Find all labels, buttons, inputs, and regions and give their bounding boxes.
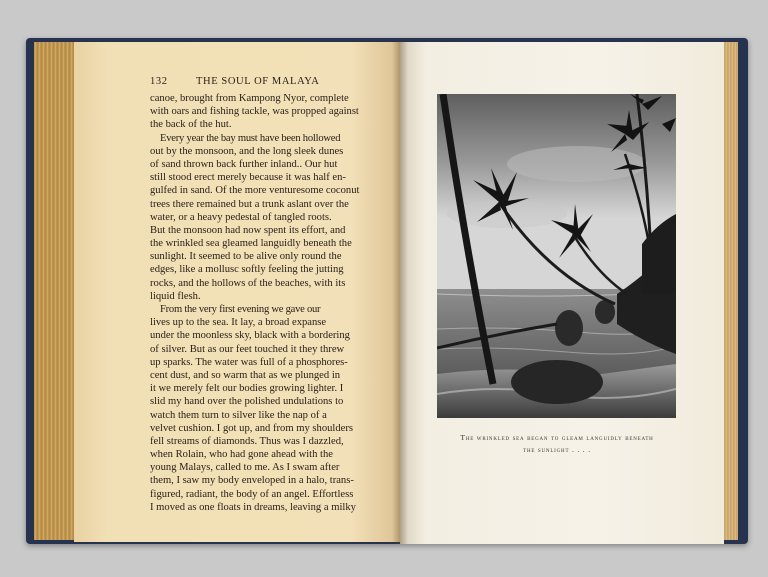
running-head xyxy=(150,76,368,90)
text-line: with oars and fishing tackle, was propped against xyxy=(150,106,359,118)
text-line: cent dust, and so warm that as we plunged in xyxy=(150,369,341,381)
text-line: velvet cushion. I got up, and from my shoulders xyxy=(150,422,354,434)
text-line: rocks, and the hollows of the beaches, with its xyxy=(150,277,346,289)
text-line: liquid flesh. xyxy=(150,290,201,302)
running-title: THE SOUL OF MALAYA xyxy=(196,76,320,87)
book-gutter xyxy=(392,42,408,544)
text-line: figured, radiant, the body of an angel. Effortless xyxy=(150,488,354,500)
text-line: fell streams of diamonds. Thus was I dazzled, xyxy=(150,435,344,447)
page-edges-left xyxy=(34,42,78,540)
text-line: edges, like a mollusc softly feeling the jutting xyxy=(150,264,344,276)
text-line: when Rolain, who had gone ahead with the xyxy=(150,449,333,461)
text-line: the back of the hut. xyxy=(150,119,232,131)
page-number: 132 xyxy=(150,76,168,87)
text-line: it we merely felt our bodies growing lighter. I xyxy=(150,383,344,395)
text-line: the wrinkled sea gleamed languidly beneath the xyxy=(150,238,352,250)
text-line: under the moonless sky, black with a bordering xyxy=(150,330,350,342)
text-line: young Malays, called to me. As I swam after xyxy=(150,462,340,474)
text-line: watch them turn to silver like the nap of a xyxy=(150,409,327,421)
text-line: water, or a heavy pedestal of tangled roots. xyxy=(150,211,332,223)
text-line: of sand thrown back further inland.. Our hut xyxy=(150,158,338,170)
text-line: But the monsoon had now spent its effort, and xyxy=(150,224,346,236)
body-text xyxy=(150,92,368,514)
text-line: sunlight. It seemed to be alive only round the xyxy=(150,251,342,263)
caption-line-1: The wrinkled sea began to gleam languidly beneath xyxy=(460,433,654,442)
text-line: up sparks. The water was full of a phosphores- xyxy=(150,356,348,368)
text-line: out by the monsoon, and the long sleek dunes xyxy=(150,145,344,157)
text-line: lives up to the sea. It lay, a broad expanse xyxy=(150,317,327,329)
photo-caption xyxy=(424,432,690,456)
caption-line-2: the sunlight . . . . xyxy=(523,445,591,454)
text-line: I moved as one floats in dreams, leaving a milky xyxy=(150,501,356,513)
text-line: From the very first evening we gave our xyxy=(160,304,321,315)
text-line: canoe, brought from Kampong Nyor, complete xyxy=(150,93,349,104)
text-line: of silver. But as our feet touched it they threw xyxy=(150,343,345,355)
text-line: them, I saw my body enveloped in a halo, trans- xyxy=(150,475,354,487)
text-line: still stood erect merely because it was half en- xyxy=(150,172,346,184)
photo-illustration xyxy=(437,94,676,418)
text-line: Every year the bay must have been hollowed xyxy=(160,132,341,144)
text-line: slid my hand over the polished undulations to xyxy=(150,396,344,408)
text-line: gulfed in sand. Of the more venturesome coconut xyxy=(150,185,360,197)
page-edges-right xyxy=(722,42,738,540)
beach-palm-photograph xyxy=(437,94,676,418)
text-line: trees there remained but a trunk aslant over the xyxy=(150,198,349,210)
